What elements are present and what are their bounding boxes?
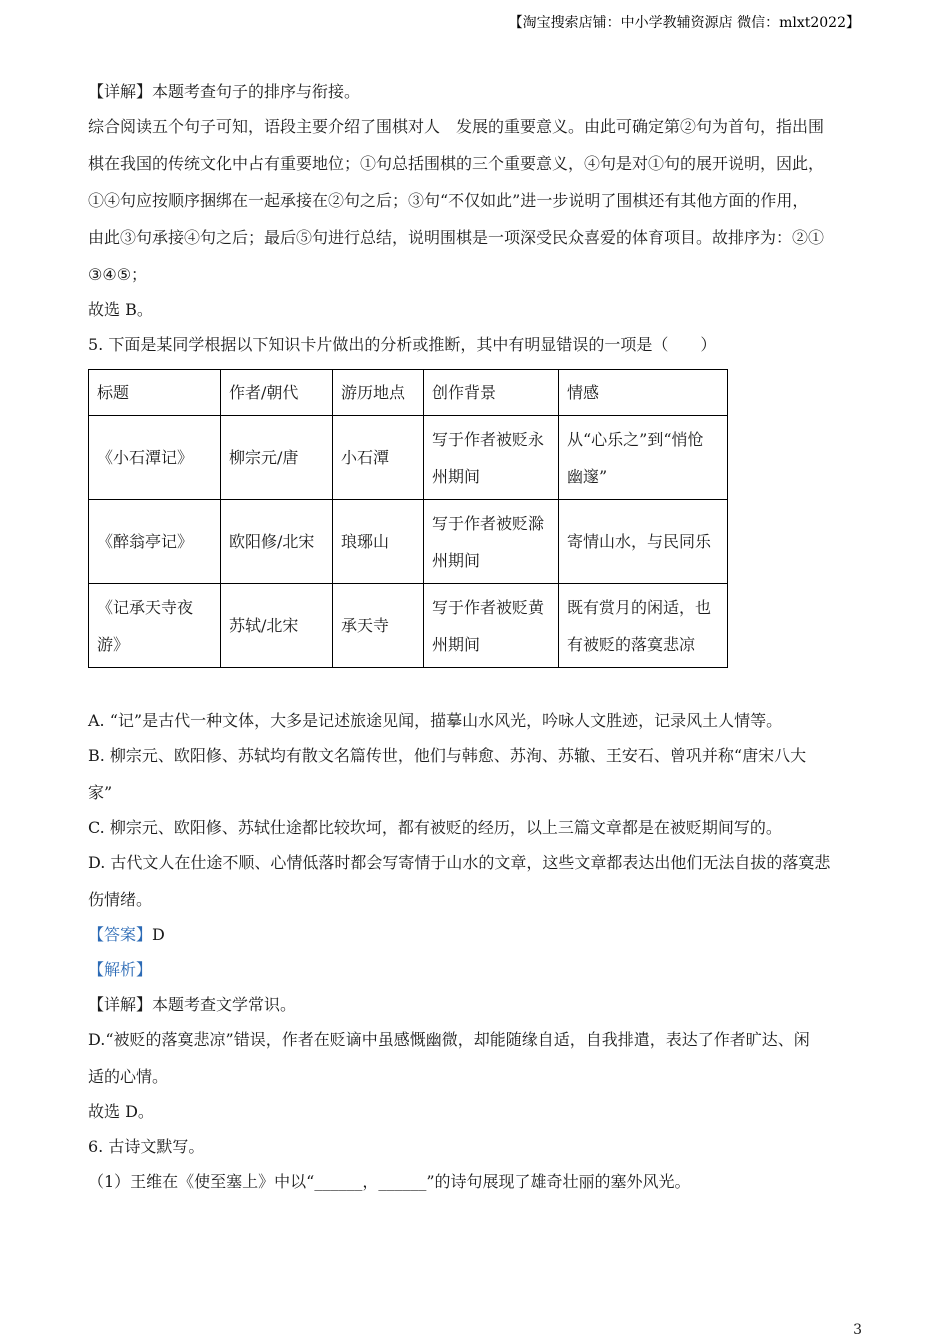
option-c: C. 柳宗元、欧阳修、苏轼仕途都比较坎坷，都有被贬的经历，以上三篇文章都是在被贬期间写的。 [88,818,782,837]
table-cell: 苏轼/北宋 [221,584,333,668]
q5-stem: 5. 下面是某同学根据以下知识卡片做出的分析或推断，其中有明显错误的一项是（ ） [88,335,717,354]
table-cell: 承天寺 [333,584,424,668]
table-cell: 写于作者被贬黄州期间 [424,584,559,668]
q4-explanation-line: ③④⑤； [88,265,148,284]
answer-value: D [152,925,165,944]
q4-detail-heading: 【详解】本题考查句子的排序与衔接。 [88,82,361,101]
table-cell: 写于作者被贬滁州期间 [424,500,559,584]
q4-explanation-line: ①④句应按顺序捆绑在一起承接在②句之后；③句“不仅如此”进一步说明了围棋还有其他方面的作用， [88,191,809,210]
table-cell: 欧阳修/北宋 [221,500,333,584]
table-header-cell: 作者/朝代 [221,370,333,416]
option-d-continued: 伤情绪。 [88,890,153,909]
q4-conclusion: 故选 B。 [88,300,153,319]
table-cell: 《记承天寺夜游》 [89,584,221,668]
table-row [89,500,728,584]
table-cell: 《小石潭记》 [89,416,221,500]
answer-label: 【答案】 [88,925,153,944]
table-cell: 《醉翁亭记》 [89,500,221,584]
option-d: D. 古代文人在仕途不顺、心情低落时都会写寄情于山水的文章，这些文章都表达出他们无法自拔的落寞悲 [88,853,831,872]
table-header-cell: 情感 [559,370,728,416]
table-cell: 既有赏月的闲适，也有被贬的落寞悲凉 [559,584,728,668]
table-header-cell: 创作背景 [424,370,559,416]
q5-conclusion: 故选 D。 [88,1102,154,1121]
q5-explanation-line: D.“被贬的落寞悲凉”错误，作者在贬谪中虽感慨幽微，却能随缘自适，自我排遣，表达了作者旷达、闲 [88,1030,810,1049]
q5-explanation-line: 适的心情。 [88,1067,169,1086]
table-cell: 写于作者被贬永州期间 [424,416,559,500]
table-header-cell: 游历地点 [333,370,424,416]
knowledge-card-table [88,369,728,668]
q6-stem: 6. 古诗文默写。 [88,1137,205,1156]
table-row [89,584,728,668]
option-a: A. “记”是古代一种文体，大多是记述旅途见闻，描摹山水风光，吟咏人文胜迹，记录风土人情等。 [88,711,783,730]
table-row [89,416,728,500]
q5-detail-heading: 【详解】本题考查文学常识。 [88,995,297,1014]
option-b: B. 柳宗元、欧阳修、苏轼均有散文名篇传世，他们与韩愈、苏洵、苏辙、王安石、曾巩并称“唐宋八大 [88,746,807,765]
answer-line [88,925,863,945]
table-header-row [89,370,728,416]
page-number: 3 [853,1322,862,1338]
analysis-label: 【解析】 [88,960,153,979]
table-cell: 琅琊山 [333,500,424,584]
table-cell: 寄情山水，与民同乐 [559,500,728,584]
q4-explanation-line: 棋在我国的传统文化中占有重要地位；①句总括围棋的三个重要意义，④句是对①句的展开说明，因此， [88,154,825,173]
q6-subquestion-1: （1）王维在《使至塞上》中以“______，______”的诗句展现了雄奇壮丽的塞外风光。 [88,1172,691,1191]
table-header-cell: 标题 [89,370,221,416]
option-b-continued: 家” [88,783,113,802]
table-cell: 从“心乐之”到“悄怆幽邃” [559,416,728,500]
table-cell: 小石潭 [333,416,424,500]
q4-explanation-line: 由此③句承接④句之后；最后⑤句进行总结，说明围棋是一项深受民众喜爱的体育项目。故排序为：②① [88,228,825,247]
q4-explanation-line: 综合阅读五个句子可知，语段主要介绍了围棋对人 发展的重要意义。由此可确定第②句为首句，指出围 [88,117,825,136]
table-cell: 柳宗元/唐 [221,416,333,500]
header-watermark-note: 【淘宝搜索店铺：中小学教辅资源店 微信：mlxt2022】 [508,15,860,31]
